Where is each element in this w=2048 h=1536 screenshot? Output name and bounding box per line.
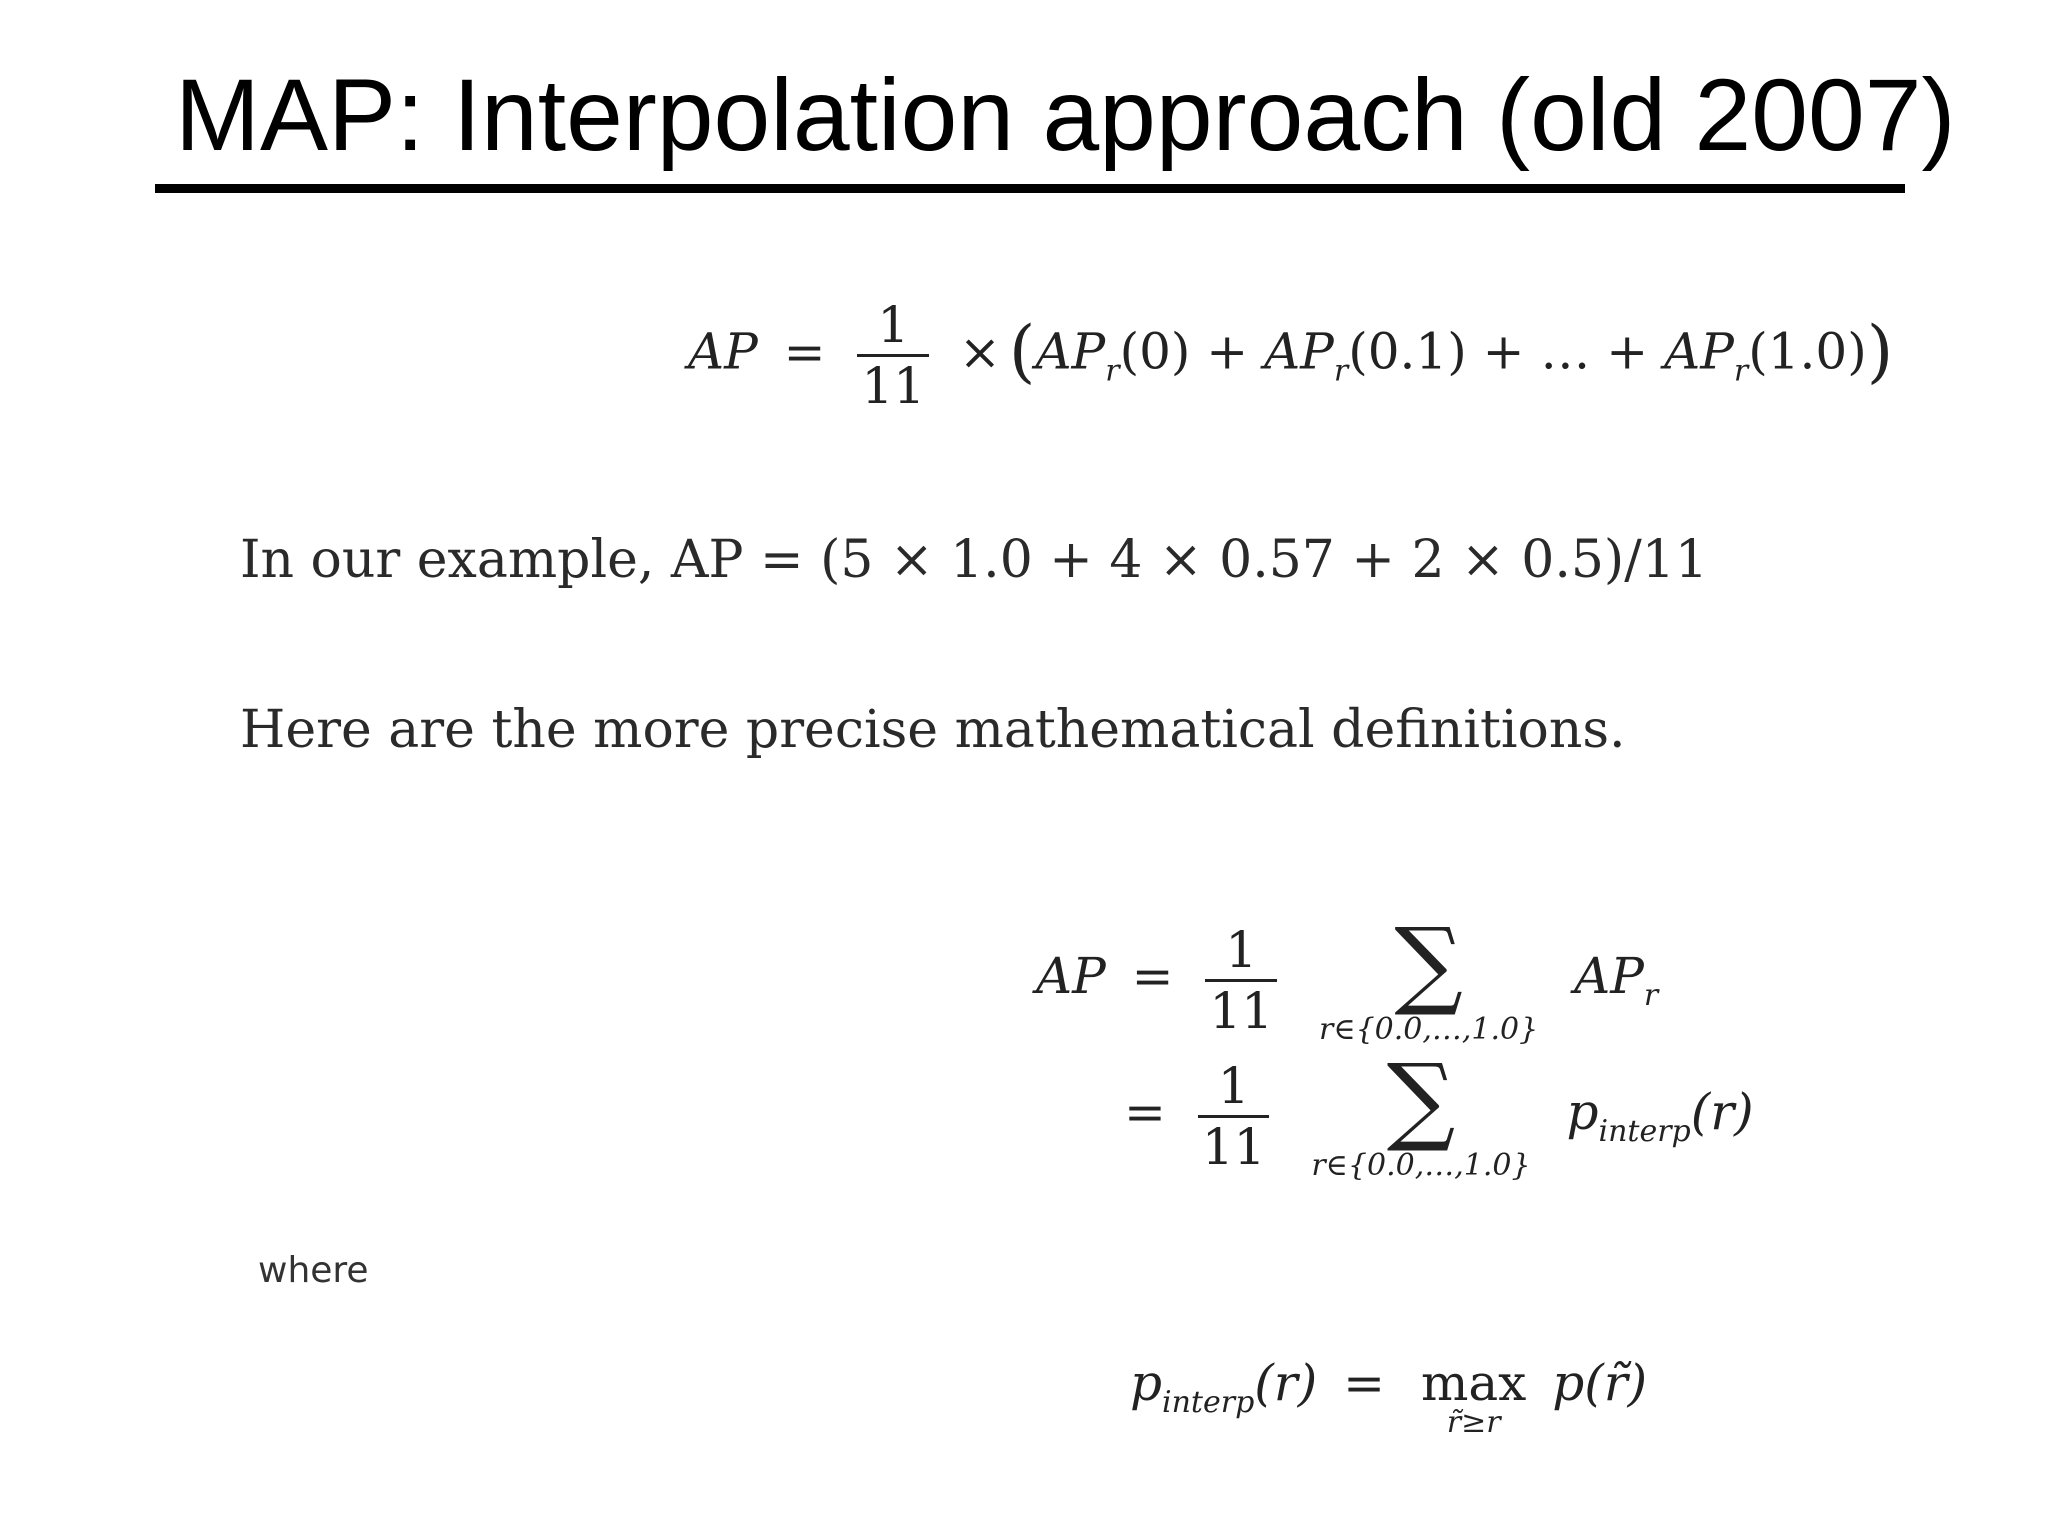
eq2-denominator-2: 11 xyxy=(1198,1115,1270,1172)
eq3-sub: interp xyxy=(1162,1385,1255,1420)
eq1-term2-sub: r xyxy=(1333,353,1349,389)
ap-formula-sum xyxy=(1036,907,1754,1183)
eq2-term1-sub: r xyxy=(1643,978,1659,1013)
ap-formula-expanded: AP = $\frac{1}{11}$ × ($AP_r(0) + AP_r(0.1)$ + … + $AP_r(1.0)$) xyxy=(688,296,1894,415)
max-operator: max xyxy=(1420,1354,1527,1412)
eq1-term3-sub: r xyxy=(1733,353,1749,389)
eq1-times: × xyxy=(959,322,1001,381)
eq3-max xyxy=(1420,1354,1527,1440)
eq1-numerator: 1 xyxy=(877,296,910,354)
eq1-term2-arg: (0.1) + … + xyxy=(1348,322,1665,381)
eq3-rhs: p(r̃) xyxy=(1552,1354,1648,1412)
eq2-term2-sub: interp xyxy=(1598,1114,1691,1149)
eq3-main: p xyxy=(1130,1354,1163,1412)
eq2-numerator-2: 1 xyxy=(1217,1056,1250,1115)
where-label: where xyxy=(258,1250,369,1291)
definitions-text: Here are the more precise mathematical definitions. xyxy=(240,700,1626,760)
max-limit: r̃≥r xyxy=(1446,1405,1501,1440)
eq2-fraction-2 xyxy=(1198,1056,1270,1176)
eq2-term2: p xyxy=(1566,1083,1599,1141)
eq2-term1: AP xyxy=(1574,947,1644,1005)
eq1-term2: AP xyxy=(1264,322,1334,381)
eq1-term1-arg: (0) + xyxy=(1119,322,1265,381)
eq1-equals: = xyxy=(783,322,826,381)
eq3-equals: = xyxy=(1343,1354,1386,1412)
eq2-sum-2 xyxy=(1311,1043,1531,1183)
eq2-line1 xyxy=(1036,907,1754,1047)
eq1-term1: AP xyxy=(1035,322,1106,381)
eq1-term1-sub: r xyxy=(1105,353,1120,389)
eq2-equals-2: = xyxy=(1124,1083,1166,1141)
eq2-lhs: AP xyxy=(1036,947,1106,1005)
slide-title: MAP: Interpolation approach (old 2007) xyxy=(175,58,1956,172)
eq2-numerator-1: 1 xyxy=(1225,920,1258,979)
eq1-lhs: AP xyxy=(688,322,758,381)
eq2-denominator-1: 11 xyxy=(1205,979,1277,1036)
title-underline xyxy=(155,184,1905,193)
p-interp-formula xyxy=(1130,1354,1648,1440)
eq1-term3-arg: (1.0) xyxy=(1748,322,1867,381)
eq2-term2-arg: (r) xyxy=(1690,1083,1754,1141)
sigma-symbol-2: ∑ xyxy=(1386,1043,1456,1155)
eq2-sum-1 xyxy=(1319,907,1539,1047)
eq1-term3: AP xyxy=(1664,322,1734,381)
eq2-fraction-1 xyxy=(1205,920,1277,1040)
eq1-denominator: 11 xyxy=(857,354,929,411)
sum-limit-1: r∈{0.0,…,1.0} xyxy=(1319,1012,1539,1047)
eq1-fraction xyxy=(857,296,929,415)
sum-limit-2: r∈{0.0,…,1.0} xyxy=(1311,1148,1531,1183)
eq3-arg: (r) xyxy=(1254,1354,1318,1412)
example-text: In our example, AP = (5 × 1.0 + 4 × 0.57 + 2 × 0.5)/11 xyxy=(240,530,1708,590)
eq2-line2 xyxy=(1036,1043,1754,1183)
eq2-equals: = xyxy=(1131,947,1174,1005)
sigma-symbol-1: ∑ xyxy=(1394,907,1463,1019)
